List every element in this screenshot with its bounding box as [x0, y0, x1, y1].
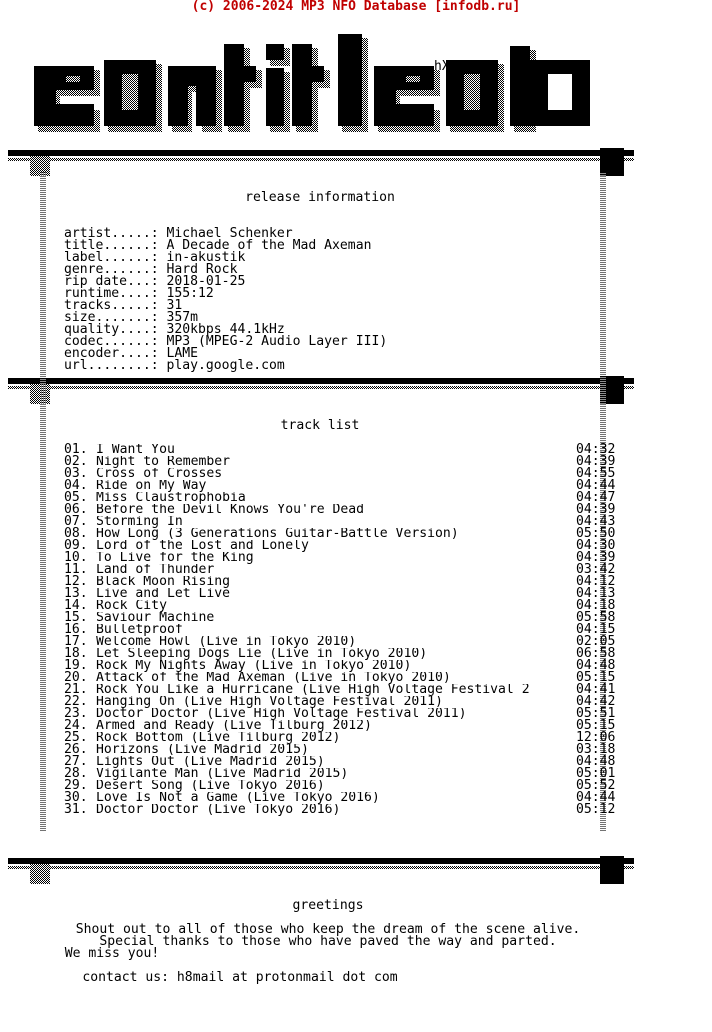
track-duration: 04:13 [576, 586, 616, 601]
release-field-value: Michael Schenker [166, 226, 293, 241]
track-title: Doctor Doctor (Live Tokyo 2016) [96, 804, 341, 816]
track-duration: 06:58 [576, 646, 616, 661]
track-duration: 04:41 [576, 682, 616, 697]
release-field-value: 31 [166, 298, 183, 313]
track-row [64, 540, 618, 552]
track-duration: 02:05 [576, 634, 616, 649]
release-field-key: label......: [64, 250, 159, 265]
track-row [64, 468, 618, 480]
track-number: 10. [64, 550, 88, 565]
track-duration: 04:47 [576, 490, 616, 505]
track-title: Bulletproof [96, 624, 183, 636]
track-number: 20. [64, 670, 88, 685]
track-title: To Live for the King [96, 552, 254, 564]
track-row [64, 492, 618, 504]
release-field-value: LAME [166, 346, 199, 361]
track-duration: 04:18 [576, 598, 616, 613]
release-field-key: genre......: [64, 262, 159, 277]
release-field-value: in-akustik [166, 250, 246, 265]
track-row [64, 708, 618, 720]
track-number: 17. [64, 634, 88, 649]
track-number: 18. [64, 646, 88, 661]
release-field-key: rip date...: [64, 274, 159, 289]
track-number: 27. [64, 754, 88, 769]
track-number: 29. [64, 778, 88, 793]
track-number: 26. [64, 742, 88, 757]
track-number: 25. [64, 730, 88, 745]
track-number: 07. [64, 514, 88, 529]
release-field-value: 2018-01-25 [166, 274, 246, 289]
track-duration: 05:12 [576, 802, 616, 817]
track-title: Horizons (Live Madrid 2015) [96, 744, 309, 756]
track-title: How Long (3 Generations Guitar-Battle Version) [96, 528, 459, 540]
track-row [64, 672, 618, 684]
greetings-line-2: Special thanks to those who have paved the way and parted. [99, 934, 557, 949]
track-number: 06. [64, 502, 88, 517]
track-number: 14. [64, 598, 88, 613]
track-duration: 05:15 [576, 670, 616, 685]
track-row [64, 480, 618, 492]
track-row [64, 660, 618, 672]
track-title: Hanging On (Live High Voltage Festival 2011) [96, 696, 443, 708]
track-duration: 04:30 [576, 538, 616, 553]
track-title: Lord of the Lost and Lonely [96, 540, 309, 552]
track-title: Armed and Ready (Live Tilburg 2012) [96, 720, 372, 732]
track-title: Let Sleeping Dogs Lie (Live in Tokyo 2010) [96, 648, 428, 660]
track-row [64, 720, 618, 732]
track-duration: 04:32 [576, 442, 616, 457]
track-title: Rock City [96, 600, 167, 612]
contact-line: contact us: h8mail at protonmail dot com [82, 970, 398, 985]
track-duration: 05:50 [576, 526, 616, 541]
track-duration: 04:39 [576, 454, 616, 469]
track-title: Desert Song (Live Tokyo 2016) [96, 780, 325, 792]
release-field-key: tracks.....: [64, 298, 159, 313]
track-title: Saviour Machine [96, 612, 215, 624]
release-field-key: encoder....: [64, 346, 159, 361]
track-row [64, 696, 618, 708]
greetings-line-3: We miss you! [64, 946, 160, 961]
track-number: 11. [64, 562, 88, 577]
track-row [64, 792, 618, 804]
track-number: 04. [64, 478, 88, 493]
track-title: Lights Out (Live Madrid 2015) [96, 756, 325, 768]
track-duration: 04:39 [576, 502, 616, 517]
track-row [64, 504, 618, 516]
track-number: 01. [64, 442, 88, 457]
entitled-logo [30, 20, 630, 138]
track-title: Welcome Howl (Live in Tokyo 2010) [96, 636, 357, 648]
track-number: 28. [64, 766, 88, 781]
track-number: 21. [64, 682, 88, 697]
track-list [64, 444, 618, 816]
release-field-value: 320kbps 44.1kHz [166, 322, 285, 337]
track-duration: 05:51 [576, 706, 616, 721]
track-title: Vigilante Man (Live Madrid 2015) [96, 768, 349, 780]
track-row [64, 528, 618, 540]
track-duration: 05:15 [576, 718, 616, 733]
track-row [64, 564, 618, 576]
track-number: 24. [64, 718, 88, 733]
track-title: Land of Thunder [96, 564, 215, 576]
track-number: 19. [64, 658, 88, 673]
logo-tag: hX! [434, 59, 458, 74]
track-title: Live and Let Live [96, 588, 231, 600]
track-title: Cross of Crosses [96, 468, 223, 480]
track-number: 02. [64, 454, 88, 469]
track-duration: 04:48 [576, 754, 616, 769]
release-field-value: 357m [166, 310, 199, 325]
track-row [64, 576, 618, 588]
release-field-key: quality....: [64, 322, 159, 337]
track-number: 09. [64, 538, 88, 553]
track-row [64, 804, 618, 816]
track-number: 03. [64, 466, 88, 481]
track-row [64, 648, 618, 660]
track-row [64, 732, 618, 744]
track-row [64, 756, 618, 768]
track-row [64, 600, 618, 612]
track-duration: 04:15 [576, 622, 616, 637]
release-field-value: A Decade of the Mad Axeman [166, 238, 372, 253]
track-number: 30. [64, 790, 88, 805]
track-duration: 04:55 [576, 466, 616, 481]
track-duration: 04:44 [576, 790, 616, 805]
track-duration: 05:58 [576, 610, 616, 625]
track-number: 16. [64, 622, 88, 637]
track-title: Attack of the Mad Axeman (Live in Tokyo 2010) [96, 672, 451, 684]
track-title: Black Moon Rising [96, 576, 231, 588]
track-duration: 04:44 [576, 478, 616, 493]
track-title: Storming In [96, 516, 183, 528]
track-row [64, 744, 618, 756]
track-row [64, 456, 618, 468]
track-number: 13. [64, 586, 88, 601]
release-field-key: size.......: [64, 310, 159, 325]
track-number: 31. [64, 802, 88, 817]
release-field-value: Hard Rock [166, 262, 238, 277]
track-duration: 05:01 [576, 766, 616, 781]
track-duration: 04:48 [576, 658, 616, 673]
track-duration: 04:39 [576, 550, 616, 565]
track-row [64, 684, 618, 696]
track-title: Rock My Nights Away (Live in Tokyo 2010) [96, 660, 412, 672]
release-field-key: codec......: [64, 334, 159, 349]
release-field-value: 155:12 [166, 286, 214, 301]
track-duration: 03:18 [576, 742, 616, 757]
track-number: 05. [64, 490, 88, 505]
track-row [64, 624, 618, 636]
release-field-value: MP3 (MPEG-2 Audio Layer III) [166, 334, 388, 349]
track-row [64, 780, 618, 792]
tracklist-heading: track list [280, 418, 360, 433]
track-title: Miss Claustrophobia [96, 492, 246, 504]
track-row [64, 588, 618, 600]
release-field-key: title......: [64, 238, 159, 253]
track-row [64, 636, 618, 648]
section-bar-greetings [0, 856, 712, 886]
track-row [64, 552, 618, 564]
track-row [64, 444, 618, 456]
track-number: 22. [64, 694, 88, 709]
track-duration: 03:42 [576, 562, 616, 577]
track-duration: 04:43 [576, 514, 616, 529]
track-row [64, 768, 618, 780]
track-title: Before the Devil Knows You're Dead [96, 504, 365, 516]
greetings-heading: greetings [292, 898, 364, 913]
track-duration: 04:12 [576, 574, 616, 589]
track-number: 12. [64, 574, 88, 589]
track-number: 08. [64, 526, 88, 541]
track-row [64, 516, 618, 528]
track-title: Night to Remember [96, 456, 231, 468]
header-credit: (c) 2006-2024 MP3 NFO Database [infodb.ru] [191, 0, 521, 14]
release-field-key: artist.....: [64, 226, 159, 241]
track-duration: 04:42 [576, 694, 616, 709]
track-title: Ride on My Way [96, 480, 207, 492]
track-title: Love Is Not a Game (Live Tokyo 2016) [96, 792, 380, 804]
track-title: Rock You Like a Hurricane (Live High Voltage Festival 2 [96, 684, 530, 696]
release-field [64, 360, 387, 372]
track-title: I Want You [96, 444, 175, 456]
track-number: 23. [64, 706, 88, 721]
track-row [64, 612, 618, 624]
track-title: Doctor Doctor (Live High Voltage Festival 2011) [96, 708, 467, 720]
track-title: Rock Bottom (Live Tilburg 2012) [96, 732, 341, 744]
release-field-key: runtime....: [64, 286, 159, 301]
track-duration: 12:06 [576, 730, 616, 745]
release-field-value: play.google.com [166, 358, 285, 373]
greetings-line-1: Shout out to all of those who keep the dream of the scene alive. [75, 922, 581, 937]
track-number: 15. [64, 610, 88, 625]
border-left [40, 172, 46, 832]
release-info [64, 228, 387, 372]
release-field-key: url........: [64, 358, 159, 373]
release-heading: release information [245, 190, 395, 205]
track-duration: 05:52 [576, 778, 616, 793]
